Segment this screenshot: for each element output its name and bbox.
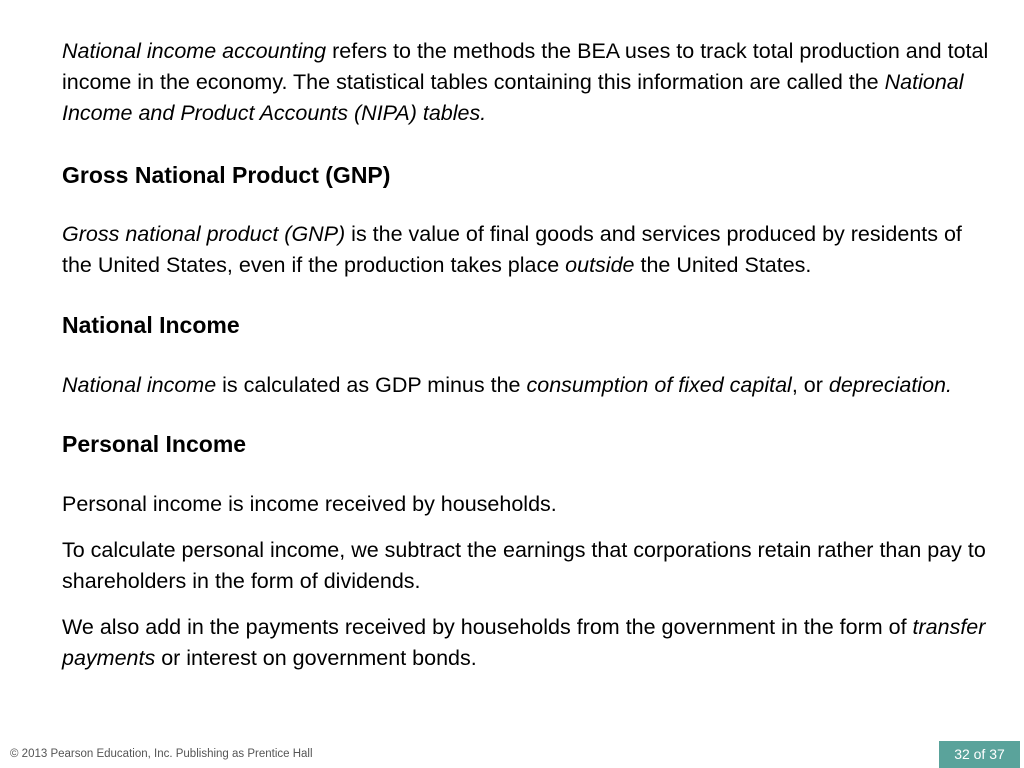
national-income-term: National income <box>62 373 217 397</box>
personal-income-p3-term: transfer payments <box>62 615 986 670</box>
intro-text: refers to the methods the BEA uses to track total production and total income in the economy. The statistical tables containing this information are called the <box>62 39 989 94</box>
national-income-paragraph <box>62 370 992 401</box>
national-income-text-1: is calculated as GDP minus the <box>216 373 527 397</box>
intro-paragraph <box>62 36 992 129</box>
national-income-term-depreciation: depreciation. <box>828 373 952 397</box>
national-income-term-cfc: consumption of fixed capital <box>526 373 792 397</box>
personal-income-p2: To calculate personal income, we subtract the earnings that corporations retain rather than pay to shareholders in the form of dividends. <box>62 538 986 593</box>
heading-personal-income: Personal Income <box>62 431 247 457</box>
gnp-emph: outside <box>565 253 635 277</box>
heading-gnp: Gross National Product (GNP) <box>62 162 391 188</box>
personal-income-p1: Personal income is income received by households. <box>62 492 557 516</box>
personal-income-p3-text-2: or interest on government bonds. <box>155 646 477 670</box>
intro-term: National income accounting <box>62 39 327 63</box>
slide-content <box>62 36 992 674</box>
gnp-paragraph <box>62 219 992 281</box>
national-income-text-2: , or <box>791 373 829 397</box>
personal-income-p3-text-1: We also add in the payments received by households from the government in the form of <box>62 615 913 639</box>
intro-term-nipa: National Income and Product Accounts (NIPA) tables. <box>62 70 964 125</box>
heading-national-income: National Income <box>62 312 240 338</box>
personal-income-p3 <box>62 612 992 674</box>
page-number-badge: 32 of 37 <box>939 741 1020 768</box>
gnp-text-1: is the value of final goods and services produced by residents of the United States, even if the production takes place <box>62 222 962 277</box>
footer-copyright: © 2013 Pearson Education, Inc. Publishing as Prentice Hall <box>10 748 313 760</box>
gnp-term: Gross national product (GNP) <box>62 222 346 246</box>
gnp-text-2: the United States. <box>634 253 812 277</box>
